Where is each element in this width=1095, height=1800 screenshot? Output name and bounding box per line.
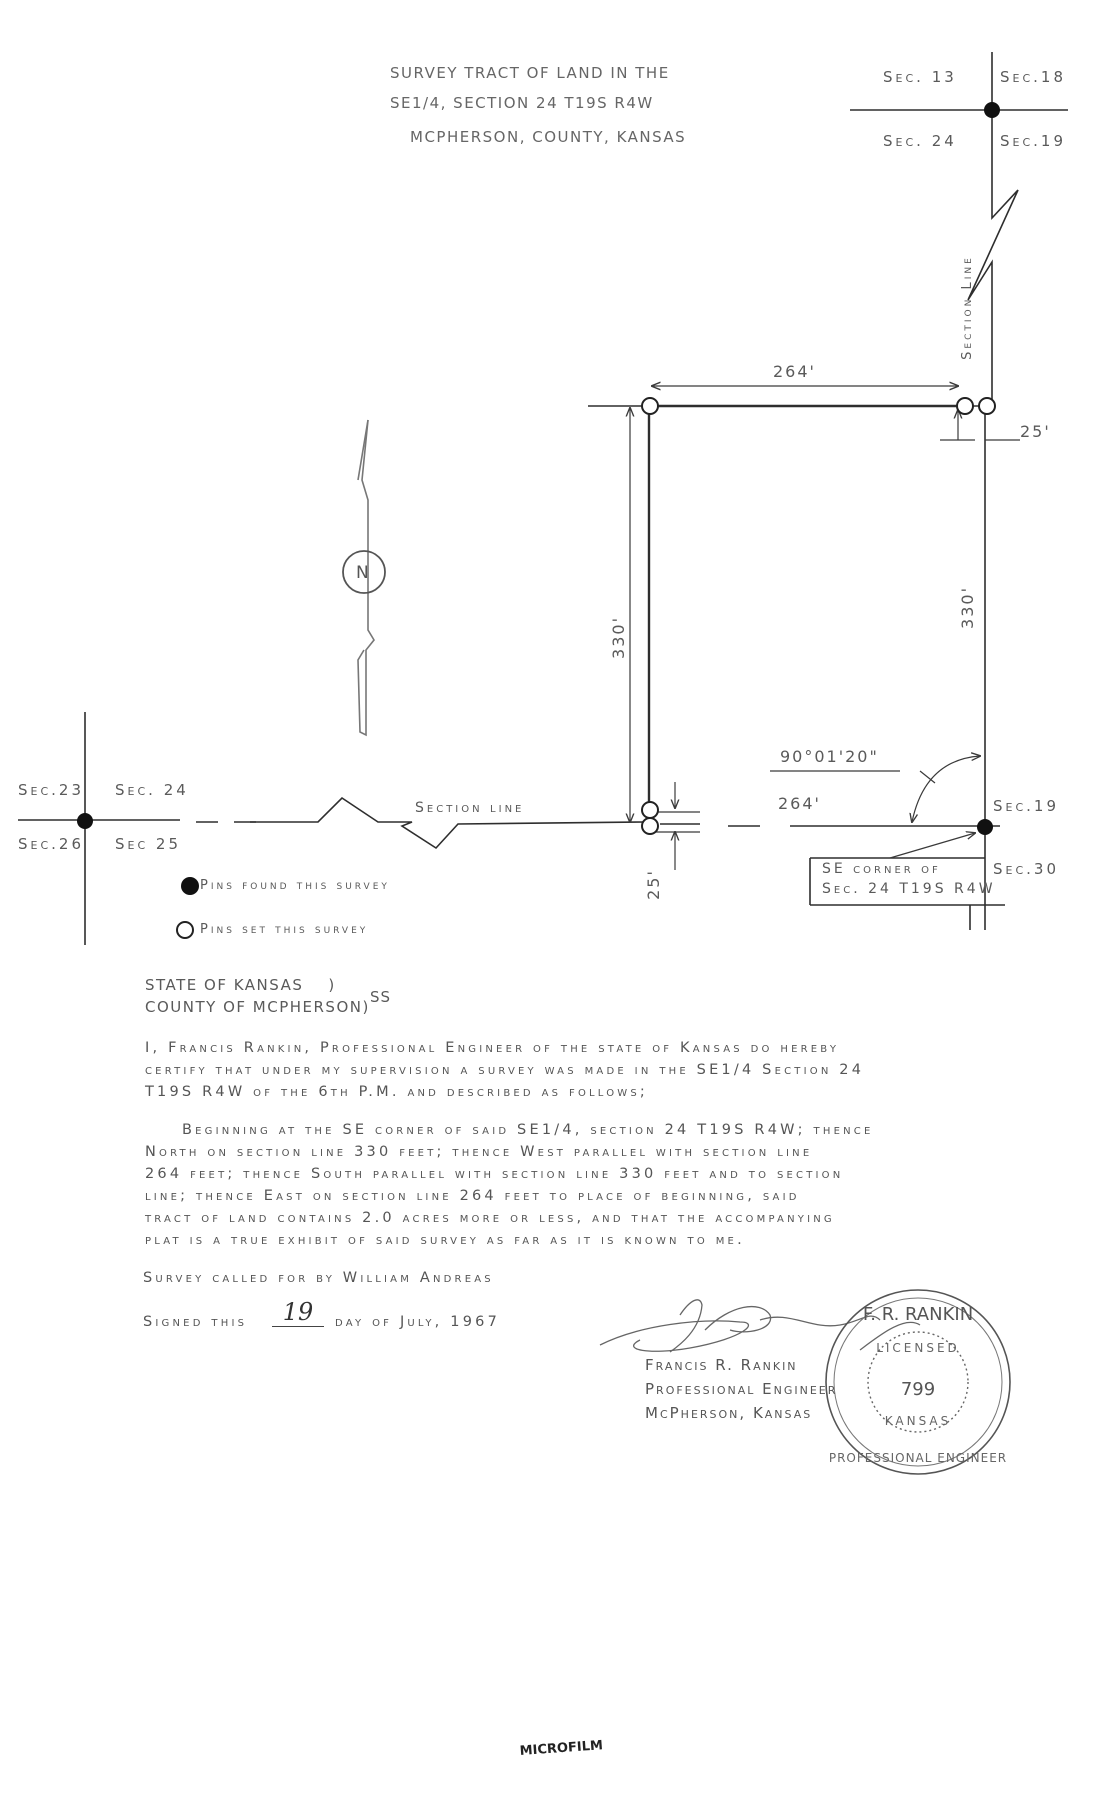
engineer-seal-icon <box>826 1290 1010 1474</box>
cert-para1-line1: I, Francis Rankin, Professional Engineer of the state of Kansas do hereby <box>145 1040 840 1056</box>
section-line-vertical-label: Section Line <box>959 255 975 360</box>
dim-left-label: 330' <box>608 616 628 659</box>
cert-para2-line4: line; thence East on section line 264 feet to place of beginning, said <box>145 1188 800 1204</box>
angle-label: 90°01'20" <box>780 747 879 766</box>
label-w-sec25: Sec 25 <box>115 835 182 853</box>
se-corner-line-2: Sec. 24 T19S R4W <box>822 881 996 897</box>
east-line-break <box>968 175 1018 408</box>
dim-right-label: 330' <box>957 586 977 629</box>
venue-county: COUNTY OF MCPHERSON) <box>145 998 370 1016</box>
signed-prefix: Signed this <box>143 1314 248 1330</box>
signer-location: McPherson, Kansas <box>645 1404 813 1422</box>
pin-set-sw-1 <box>642 802 658 818</box>
cert-para2-line3: 264 feet; thence South parallel with section line 330 feet and to section <box>145 1166 844 1182</box>
dim-top-label: 264' <box>773 362 816 381</box>
seal-bottom-text: PROFESSIONAL ENGINEER <box>828 1451 1008 1465</box>
title-line-3: MCPHERSON, COUNTY, KANSAS <box>410 128 687 146</box>
cert-para2-line6: plat is a true exhibit of said survey as far as it is known to me. <box>145 1232 745 1248</box>
label-ne-sec13: Sec. 13 <box>883 68 957 86</box>
seal-number-text: 799 <box>900 1379 936 1400</box>
pin-found-w <box>77 813 93 829</box>
pin-found-ne <box>984 102 1000 118</box>
label-ne-sec24: Sec. 24 <box>883 132 957 150</box>
label-e-sec19: Sec.19 <box>993 797 1060 815</box>
cert-para2-line2: North on section line 330 feet; thence West parallel with section line <box>145 1144 813 1160</box>
section-line-horizontal-label: Section line <box>415 800 525 816</box>
seal-top-text: F. R. RANKIN <box>862 1304 974 1325</box>
north-label: N <box>356 563 369 583</box>
label-ne-sec18: Sec.18 <box>1000 68 1067 86</box>
title-line-1: SURVEY TRACT OF LAND IN THE <box>390 64 670 82</box>
signed-suffix: day of July, 1967 <box>335 1314 501 1330</box>
se-corner-line-1: SE corner of <box>822 861 941 877</box>
seal-state-text: KANSAS <box>884 1414 952 1428</box>
cert-para2-line1: Beginning at the SE corner of said SE1/4, section 24 T19S R4W; thence <box>182 1122 874 1138</box>
cert-para1-line3: T19S R4W of the 6th P.M. and described as follows; <box>145 1084 649 1100</box>
legend-found-label: Pins found this survey <box>200 878 390 893</box>
signer-name: Francis R. Rankin <box>645 1356 798 1374</box>
pin-set-nw <box>642 398 658 414</box>
pin-set-ne-1 <box>957 398 973 414</box>
microfilm-stamp: MICROFILM <box>519 1738 604 1759</box>
cert-para2-line5: tract of land contains 2.0 acres more or less, and that the accompanying <box>145 1210 835 1226</box>
seal-licensed-text: LICENSED <box>876 1341 960 1355</box>
signed-day: 19 <box>272 1298 324 1327</box>
label-e-sec30: Sec.30 <box>993 860 1060 878</box>
label-w-sec26: Sec.26 <box>18 835 85 853</box>
called-for-line: Survey called for by William Andreas <box>143 1270 494 1286</box>
dim-offset-top-label: 25' <box>1020 422 1051 441</box>
dim-bottom-label: 264' <box>778 794 821 813</box>
pins <box>77 102 1000 835</box>
legend-set-icon <box>177 922 193 938</box>
dim-offset-bottom-label: 25' <box>643 869 663 900</box>
label-ne-sec19: Sec.19 <box>1000 132 1067 150</box>
pin-set-sw-2 <box>642 818 658 834</box>
venue-ss: SS <box>370 988 392 1006</box>
label-w-sec23: Sec.23 <box>18 781 85 799</box>
label-w-sec24: Sec. 24 <box>115 781 189 799</box>
legend-found-icon <box>181 877 199 895</box>
pin-set-ne-2 <box>979 398 995 414</box>
pin-found-se <box>977 819 993 835</box>
title-line-2: SE1/4, SECTION 24 T19S R4W <box>390 94 654 112</box>
signer-title: Professional Engineer <box>645 1380 838 1398</box>
venue-state: STATE OF KANSAS ) <box>145 976 336 994</box>
legend-set-label: Pins set this survey <box>200 922 369 937</box>
cert-para1-line2: certify that under my supervision a survey was made in the SE1/4 Section 24 <box>145 1062 865 1078</box>
